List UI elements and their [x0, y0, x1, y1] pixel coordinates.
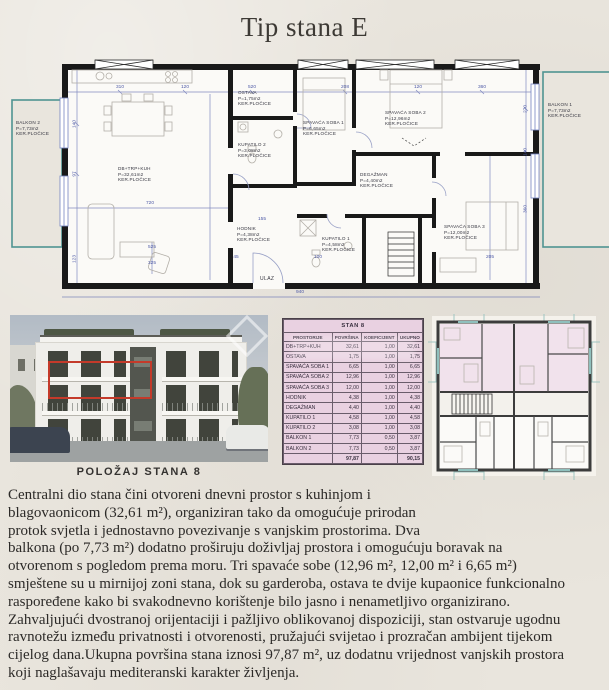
- room-area: P=32,61m2: [118, 171, 144, 177]
- room-area: P=1,75m2: [238, 95, 261, 101]
- room-name: BALKON 2: [16, 120, 41, 125]
- mini-floor-plan: [428, 314, 600, 480]
- room-finish: KER.PLOČICE: [238, 153, 272, 159]
- table-row: [284, 372, 423, 382]
- room-name-cell: BALKON 1: [284, 433, 333, 443]
- table-header-row: [284, 333, 423, 342]
- entrance-label: ULAZ: [260, 276, 275, 282]
- page-title: Tip stana E: [240, 12, 369, 42]
- dimension-label: 45: [233, 255, 239, 260]
- povrsina-cell: 12,00: [332, 382, 361, 392]
- dimension-label: 120: [413, 85, 423, 90]
- room-name-cell: HODNIK: [284, 393, 333, 403]
- room-name-cell: SPAVAĆA SOBA 2: [284, 372, 333, 382]
- koeficijent-cell: 1,00: [361, 413, 397, 423]
- koeficijent-cell: 1,00: [361, 382, 397, 392]
- ukupno-cell: 12,00: [397, 382, 422, 392]
- window-row: [166, 351, 238, 377]
- povrsina-cell: 12,96: [332, 372, 361, 382]
- stan-8-table: [283, 319, 423, 464]
- room-finish: KER.PLOČICE: [322, 247, 356, 253]
- dimension-label: 360: [477, 85, 487, 90]
- dimension-label: 325: [147, 261, 157, 266]
- dimension-label: 120: [180, 85, 190, 90]
- table-row: [284, 433, 423, 443]
- balcony-slab: [162, 411, 244, 415]
- room-area: P=7,73m2: [16, 125, 39, 131]
- description-line: cijelog dana.Ukupna površina stana iznosi 97,87 m², uz dodatnu vrijednost vanjskih prostora: [8, 647, 565, 664]
- ukupno-cell: 32,61: [397, 342, 422, 352]
- room-name: DEGAŽMAN: [360, 172, 388, 177]
- koeficijent-cell: 1,00: [361, 403, 397, 413]
- dimension-label: 720: [145, 201, 155, 206]
- dimension-label: 310: [115, 85, 125, 90]
- description-line: balkona (po 7,73 m²) dodatno proširuju doživljaj prostora i omogućuju boravak na: [8, 540, 503, 557]
- description-line: smještene su u mirnijoj zoni stana, dok su garderoba, ostava te dvije kupaonice funkcionalno: [8, 575, 565, 592]
- room-label-kupatilo-2: [238, 142, 271, 159]
- povrsina-cell: 32,61: [332, 342, 361, 352]
- ukupno-cell: 12,96: [397, 372, 422, 382]
- table-title: STAN 8: [284, 320, 423, 333]
- room-name: OSTAVA: [238, 90, 257, 95]
- balcony-1-outline: [543, 72, 609, 247]
- area-table: [282, 318, 424, 465]
- room-area: P=12,00m2: [444, 229, 470, 235]
- dimension-label: 940: [295, 290, 305, 295]
- koeficijent-cell: 1,00: [361, 372, 397, 382]
- room-area: P=3,08m2: [238, 147, 261, 153]
- povrsina-cell: 3,08: [332, 423, 361, 433]
- room-finish: KER.PLOČICE: [237, 237, 271, 243]
- koeficijent-cell: 1,00: [361, 393, 397, 403]
- room-name-cell: KUPATILO 2: [284, 423, 333, 433]
- table-row: [284, 382, 423, 392]
- povrsina-cell: 4,38: [332, 393, 361, 403]
- room-name-cell: BALKON 2: [284, 444, 333, 454]
- room-label-spavaca-soba-2: [385, 110, 426, 127]
- table-title-row: [284, 320, 423, 333]
- dimension-label: 123: [72, 254, 78, 264]
- room-finish: KER.PLOČICE: [16, 131, 50, 137]
- table-row: [284, 423, 423, 433]
- room-name-cell: KUPATILO 1: [284, 413, 333, 423]
- room-finish: KER.PLOČICE: [303, 131, 337, 137]
- dimension-label: 100: [313, 255, 323, 260]
- table-row: [284, 403, 423, 413]
- dimension-label: 525: [147, 245, 157, 250]
- balcony-railing: [42, 403, 130, 411]
- floor-plan-drawing: [0, 54, 609, 314]
- table-row: [284, 393, 423, 403]
- total-koeficijent-cell: [361, 454, 397, 464]
- description-line: ravnotežu između privatnosti i otvorenosti, pružajući svijetao i prozračan ambijent tijekom: [8, 629, 553, 646]
- table-total-row: [284, 454, 423, 464]
- car-dark: [10, 427, 70, 453]
- window: [18, 359, 25, 371]
- koeficijent-cell: 1,00: [361, 342, 397, 352]
- description-line: blagovaonicom (32,61 m²), organiziran tako da omogućuje prirodan: [8, 504, 416, 521]
- col-header-povrsina: POVRŠINA: [332, 333, 361, 342]
- balcony-railing: [162, 403, 244, 411]
- room-label-hodnik: [237, 226, 270, 243]
- koeficijent-cell: 1,00: [361, 362, 397, 372]
- room-label-spavaca-soba-1: [303, 120, 344, 137]
- povrsina-cell: 4,40: [332, 403, 361, 413]
- description-line: otvorenom s pogledom prema moru. Tri spavaće sobe (12,96 m², 12,00 m² i 6,65 m²): [8, 558, 517, 575]
- table-row: [284, 352, 423, 362]
- room-name: KUPATILO 1: [322, 236, 350, 241]
- dimension-label: 97: [72, 171, 78, 177]
- room-area: P=12,96m2: [385, 115, 411, 121]
- povrsina-cell: 1,75: [332, 352, 361, 362]
- room-area: P=7,73m2: [548, 107, 571, 113]
- povrsina-cell: 4,58: [332, 413, 361, 423]
- room-finish: KER.PLOČICE: [444, 235, 478, 241]
- table-row: [284, 342, 423, 352]
- dimension-label: 205: [485, 255, 495, 260]
- room-finish: KER.PLOČICE: [118, 177, 152, 183]
- dimension-label: 140: [72, 119, 78, 129]
- ukupno-cell: 4,58: [397, 413, 422, 423]
- room-area: P=4,38m2: [237, 231, 260, 237]
- dimension-label: 140: [523, 147, 529, 157]
- room-finish: KER.PLOČICE: [385, 121, 419, 127]
- room-name: KUPATILO 2: [238, 142, 266, 147]
- table-row: [284, 413, 423, 423]
- room-name: SPAVAĆA SOBA 2: [385, 110, 426, 115]
- ukupno-cell: 6,65: [397, 362, 422, 372]
- col-header-ukupno: UKUPNO: [397, 333, 422, 342]
- room-name: HODNIK: [237, 226, 257, 231]
- description-line: Zahvaljujući dvostranoj orijentaciji i pažljivo oblikovanoj dispoziciji, stan ostvaruje ugodnu: [8, 611, 561, 628]
- dimension-label: 520: [247, 85, 257, 90]
- room-label-spavaca-soba-3: [444, 224, 485, 241]
- room-name: BALKON 1: [548, 102, 573, 107]
- ukupno-cell: 4,40: [397, 403, 422, 413]
- table-row: [284, 444, 423, 454]
- dimension-label: 155: [257, 217, 267, 222]
- table-row: [284, 362, 423, 372]
- room-area: P=4,40m2: [360, 177, 383, 183]
- ukupno-cell: 3,08: [397, 423, 422, 433]
- balcony-slab: [42, 411, 130, 415]
- description-line: raspoređene kako bi svakodnevno korištenje bilo jasno i nenametljivo organizirano.: [8, 593, 511, 610]
- dimension-label: 360: [523, 204, 529, 214]
- floor-plan: [0, 54, 609, 314]
- koeficijent-cell: 1,00: [361, 423, 397, 433]
- room-finish: KER.PLOČICE: [548, 113, 582, 119]
- room-name-cell: SPAVAĆA SOBA 3: [284, 382, 333, 392]
- room-name: SPAVAĆA SOBA 1: [303, 120, 344, 125]
- ukupno-cell: 4,38: [397, 393, 422, 403]
- povrsina-cell: 7,73: [332, 444, 361, 454]
- room-name: DB+TRP+KUH: [118, 166, 151, 171]
- room-label-ostava: [238, 90, 271, 107]
- photo-caption: POLOŽAJ STANA 8: [76, 466, 202, 478]
- room-label-kupatilo-1: [322, 236, 355, 253]
- description-paragraph: [8, 487, 604, 683]
- room-name-cell: DEGAŽMAN: [284, 403, 333, 413]
- room-label-balkon-1: [548, 102, 581, 119]
- dimension-label: 208: [340, 85, 350, 90]
- ukupno-cell: 3,87: [397, 444, 422, 454]
- room-name: SPAVAĆA SOBA 3: [444, 224, 485, 229]
- room-name-cell: SPAVAĆA SOBA 1: [284, 362, 333, 372]
- col-header-prostorije: PROSTORIJE: [284, 333, 333, 342]
- total-label-cell: [284, 454, 333, 464]
- apartment-highlight-box: [48, 361, 152, 399]
- description-line: protok svjetla i jednostavno povezivanje s vanjskim prostorima. Dva: [8, 522, 421, 539]
- description-line: Centralni dio stana čini otvoreni dnevni prostor s kuhinjom i: [8, 487, 371, 503]
- povrsina-cell: 6,65: [332, 362, 361, 372]
- room-name-cell: DB+TRP+KUH: [284, 342, 333, 352]
- koeficijent-cell: 0,50: [361, 444, 397, 454]
- koeficijent-cell: 1,00: [361, 352, 397, 362]
- car-white: [226, 425, 268, 449]
- room-finish: KER.PLOČICE: [360, 183, 394, 189]
- building-photo: [10, 315, 268, 462]
- koeficijent-cell: 0,50: [361, 433, 397, 443]
- col-header-koeficijent: KOEFICIJENT: [361, 333, 397, 342]
- room-label-balkon-2: [16, 120, 49, 137]
- total-ukupno-cell: 90,15: [397, 454, 422, 464]
- balcony-slab: [162, 377, 244, 381]
- dimension-label: 270: [523, 104, 529, 114]
- total-povrsina-cell: 97,87: [332, 454, 361, 464]
- room-label-dnevni-boravak: [118, 166, 151, 183]
- room-area: P=4,58m2: [322, 241, 345, 247]
- povrsina-cell: 7,73: [332, 433, 361, 443]
- ukupno-cell: 3,87: [397, 433, 422, 443]
- room-finish: KER.PLOČICE: [238, 101, 272, 107]
- room-name-cell: OSTAVA: [284, 352, 333, 362]
- room-label-degazman: [360, 172, 393, 189]
- room-area: P=6,65m2: [303, 125, 326, 131]
- ukupno-cell: 1,75: [397, 352, 422, 362]
- description-line: koji naglašavaju mediteranski karakter življenja.: [8, 664, 300, 681]
